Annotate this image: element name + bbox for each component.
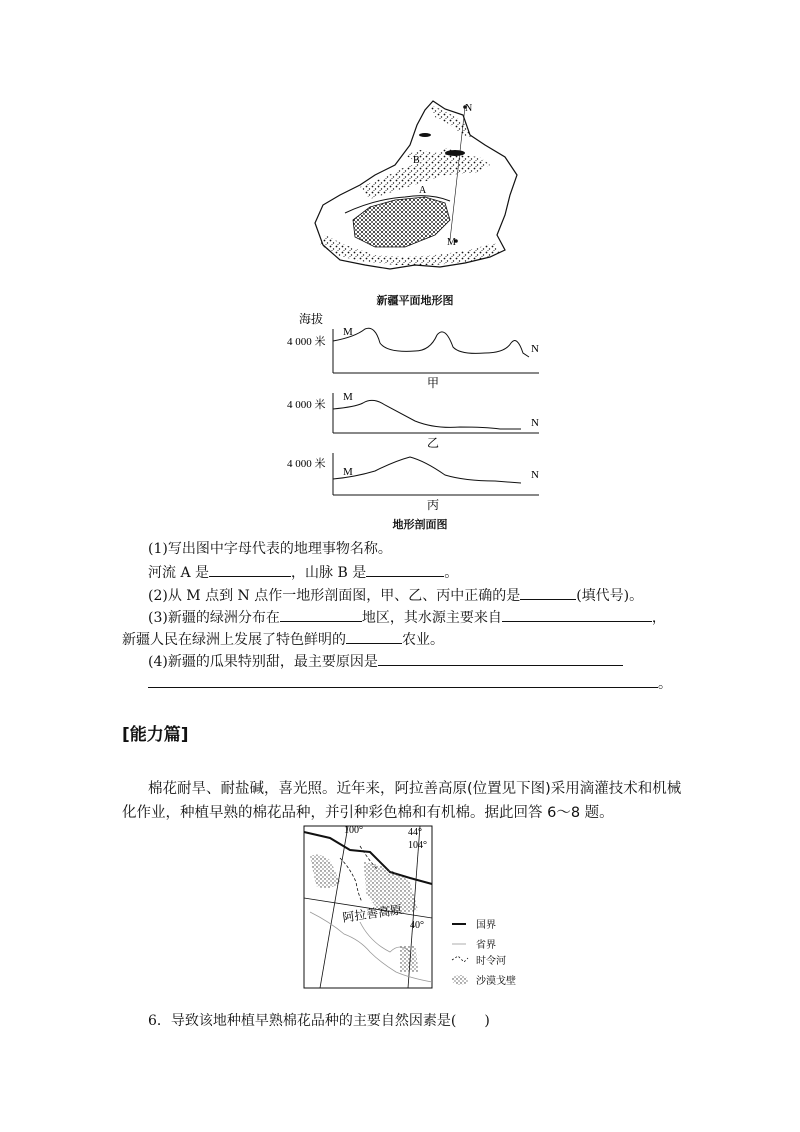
profile-yi-name: 乙: [427, 436, 440, 450]
profile-jia-m: M: [343, 326, 353, 338]
answer-blank-q4-b[interactable]: [148, 673, 658, 688]
question-3-continued: 新疆人民在绿洲上发展了特色鲜明的 农业。: [122, 629, 444, 650]
question-6: 6．导致该地种植早熟棉花品种的主要自然因素是( ): [148, 1013, 490, 1029]
lon-100-label: 100°: [344, 825, 363, 836]
answer-blank-q2[interactable]: [520, 585, 576, 600]
question-2: (2)从 M 点到 N 点作一地形剖面图，甲、乙、丙中正确的是 (填代号)。: [148, 585, 643, 606]
profiles-caption: 地形剖面图: [392, 518, 448, 531]
answer-blank-q3-region[interactable]: [280, 607, 362, 622]
legend-border: 国界: [476, 920, 496, 931]
question-1-answer-line: 河流 A 是 ，山脉 B 是 。: [148, 562, 458, 583]
profile-bing-n: N: [531, 469, 539, 481]
profile-jia-n: N: [531, 343, 539, 355]
passage-line-1: 棉花耐旱、耐盐碱，喜光照。近年来，阿拉善高原(位置见下图)采用滴灌技术和机械: [148, 781, 682, 797]
profile-bing: [287, 453, 539, 512]
profile-bing-m: M: [343, 466, 353, 478]
map1-caption: 新疆平面地形图: [376, 294, 454, 307]
region-label: 阿拉善高原: [341, 902, 403, 925]
answer-blank-q4-a[interactable]: [378, 651, 623, 666]
legend-river: 时令河: [476, 956, 506, 967]
lat-44-label: 44°: [408, 827, 422, 838]
passage-line-2: 化作业，种植早熟的棉花品种，并引种彩色棉和有机棉。据此回答 6～8 题。: [122, 805, 614, 821]
alxa-plateau-map: [300, 822, 540, 994]
question-3: (3)新疆的绿洲分布在 地区，其水源主要来自 ，: [148, 607, 666, 628]
question-4: (4)新疆的瓜果特别甜，最主要原因是: [148, 651, 623, 672]
question-4-continued: 。: [148, 673, 672, 694]
profile-bing-name: 丙: [427, 498, 440, 512]
answer-blank-q3-water[interactable]: [502, 607, 652, 622]
profile-yi-level: 4 000 米: [287, 399, 326, 411]
answer-blank-river-a[interactable]: [209, 562, 291, 577]
profile-bing-level: 4 000 米: [287, 458, 326, 470]
label-m: M: [447, 237, 456, 248]
legend-province: 省界: [476, 940, 496, 951]
section-title: [能力篇]: [122, 725, 189, 745]
profile-yi-m: M: [343, 391, 353, 403]
label-b: B: [413, 155, 420, 166]
lat-40-label: 40°: [410, 920, 424, 931]
answer-blank-q3-agriculture[interactable]: [346, 629, 402, 644]
lon-104-label: 104°: [408, 840, 427, 851]
terrain-profiles: [285, 305, 565, 525]
profile-jia-level: 4 000 米: [287, 336, 326, 348]
xinjiang-outline: [315, 101, 517, 269]
map2-legend: [452, 919, 516, 987]
profile-yaxis-label: 海拔: [299, 312, 324, 326]
label-a: A: [419, 185, 427, 196]
answer-blank-mountain-b[interactable]: [366, 562, 444, 577]
profile-jia-name: 甲: [427, 376, 440, 390]
profile-yi: [287, 391, 539, 450]
legend-desert: 沙漠戈壁: [476, 976, 516, 987]
question-1: (1)写出图中字母代表的地理事物名称。: [148, 541, 392, 557]
profile-jia: [287, 326, 539, 390]
xinjiang-terrain-map: [305, 95, 525, 285]
profile-yi-n: N: [531, 417, 539, 429]
label-n: N: [465, 103, 473, 114]
